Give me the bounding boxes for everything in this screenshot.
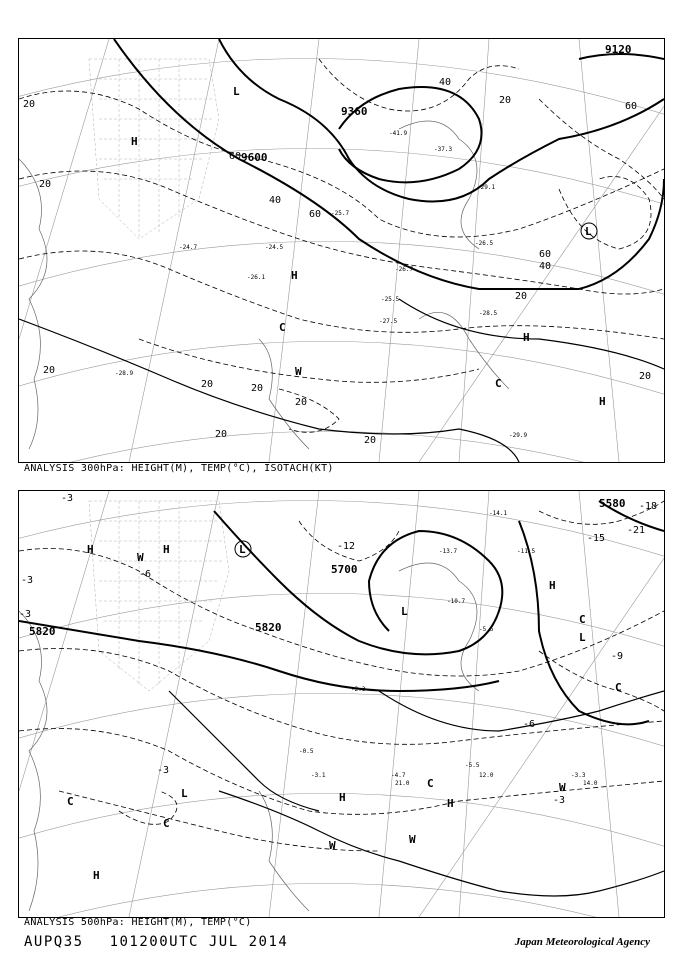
temp-obs: -27.5	[379, 318, 398, 325]
warm-center-mark: W	[409, 833, 416, 846]
low-center-mark: L	[579, 631, 586, 644]
height-label: 9600	[241, 151, 268, 164]
warm-center-mark: W	[559, 781, 566, 794]
height-label: 5700	[331, 563, 358, 576]
map-panel-500hpa	[18, 490, 665, 918]
cold-center-mark: C	[163, 817, 170, 830]
low-center-mark: L	[181, 787, 188, 800]
temp-obs: 21.0	[395, 780, 410, 787]
map-300hpa-canvas	[19, 39, 664, 462]
isotach-label: 20	[39, 179, 52, 190]
isotherm-labels-500	[19, 493, 657, 806]
isotherm-label: -3	[61, 493, 74, 504]
isotherm-bold-500	[169, 691, 664, 896]
low-center-mark: L	[401, 605, 408, 618]
isotherm-label: -3	[157, 765, 170, 776]
height-labels-500	[29, 497, 626, 638]
agency-credit: Japan Meteorological Agency	[514, 936, 650, 948]
temp-obs: -3.1	[311, 772, 326, 779]
height-label: 5820	[29, 625, 56, 638]
low-center-mark: L	[233, 85, 240, 98]
isotach-label: 40	[439, 77, 452, 88]
isotach-label: 40	[269, 195, 282, 206]
temp-obs: -11.5	[517, 548, 536, 555]
high-center-mark: H	[93, 869, 100, 882]
hatch-region-500	[89, 501, 229, 691]
isotherm-label: -21	[627, 525, 646, 536]
isotach-label: 20	[43, 365, 56, 376]
isotach-label: 20	[639, 371, 652, 382]
warm-center-mark: W	[137, 551, 144, 564]
cold-center-mark: C	[67, 795, 74, 808]
hatch-region-300	[89, 59, 219, 239]
temp-obs: -26.7	[395, 266, 414, 273]
temperature-obs-300	[115, 130, 527, 439]
isotach-label: 60	[229, 151, 242, 162]
temp-obs: -13.7	[439, 548, 458, 555]
high-center-mark: H	[291, 269, 298, 282]
isotach-label: 60	[309, 209, 322, 220]
high-center-mark: H	[131, 135, 138, 148]
chart-id-line	[24, 934, 314, 950]
isotherm-label: -3	[553, 795, 566, 806]
temp-obs: -4.7	[391, 772, 406, 779]
low-center-mark: L	[585, 225, 592, 238]
cold-center-mark: C	[495, 377, 502, 390]
high-center-mark: H	[549, 579, 556, 592]
isotach-label: 40	[539, 261, 552, 272]
isotach-label: 20	[23, 99, 36, 110]
temp-obs: -3.3	[571, 772, 586, 779]
high-center-mark: H	[447, 797, 454, 810]
temp-obs: -25.7	[331, 210, 350, 217]
cold-center-mark: C	[615, 681, 622, 694]
temp-obs: -29.9	[509, 432, 528, 439]
isotach-label: 20	[251, 383, 264, 394]
isotherm-label: -3	[21, 575, 34, 586]
isotherm-label: -15	[587, 533, 606, 544]
map-500hpa-canvas	[19, 491, 664, 917]
high-center-mark: H	[339, 791, 346, 804]
caption-300hpa: ANALYSIS 300hPa: HEIGHT(M), TEMP(°C), ISOTACH(KT)	[24, 463, 334, 474]
isotach-label: 60	[625, 101, 638, 112]
isotherm-label: -18	[639, 501, 658, 512]
temp-obs: 14.0	[583, 780, 598, 787]
temp-obs: -26.5	[475, 240, 494, 247]
isotach-label: 20	[295, 397, 308, 408]
warm-center-mark: W	[295, 365, 302, 378]
temp-obs: -24.7	[179, 244, 198, 251]
isotach-label: 20	[215, 429, 228, 440]
isotach-label: 20	[515, 291, 528, 302]
isotach-label: 20	[364, 435, 377, 446]
temp-obs: -5.5	[479, 626, 494, 633]
temp-obs: -28.5	[479, 310, 498, 317]
high-center-mark: H	[163, 543, 170, 556]
graticule-500	[19, 491, 664, 917]
low-center-mark: L	[239, 543, 246, 556]
temp-obs: -14.1	[489, 510, 508, 517]
high-center-mark: H	[599, 395, 606, 408]
warm-center-mark: W	[329, 839, 336, 852]
chart-code: AUPQ35	[24, 934, 84, 950]
temp-obs: -24.5	[265, 244, 284, 251]
high-center-mark: H	[87, 543, 94, 556]
coastlines-300	[19, 121, 509, 449]
height-label: 5820	[255, 621, 282, 634]
temp-obs: -10.7	[447, 598, 466, 605]
isotach-label: 20	[499, 95, 512, 106]
isotach-label: 60	[539, 249, 552, 260]
graticule-300	[19, 39, 664, 462]
jet-axis-300	[19, 299, 664, 462]
temp-obs: -25.5	[381, 296, 400, 303]
isotherm-label: -6	[139, 569, 152, 580]
temp-obs: -26.1	[247, 274, 266, 281]
height-contours-300	[114, 39, 664, 289]
height-label: 9120	[605, 43, 632, 56]
temp-obs: -0.5	[299, 748, 314, 755]
cold-center-mark: C	[579, 613, 586, 626]
temp-obs: -29.1	[477, 184, 496, 191]
temp-obs: -37.3	[434, 146, 453, 153]
cold-center-mark: C	[279, 321, 286, 334]
caption-500hpa: ANALYSIS 500hPa: HEIGHT(M), TEMP(°C)	[24, 917, 252, 928]
isotherm-label: -6	[523, 719, 536, 730]
isotherm-label: -3	[19, 609, 32, 620]
cold-center-mark: C	[427, 777, 434, 790]
temp-obs: -2.3	[351, 686, 366, 693]
temp-obs: -5.5	[465, 762, 480, 769]
height-contours-500	[19, 501, 664, 724]
pressure-centers-500	[67, 543, 622, 882]
isotach-label: 20	[201, 379, 214, 390]
coastlines-500	[19, 563, 479, 911]
height-label: 5580	[599, 497, 626, 510]
chart-datetime: 101200UTC JUL 2014	[109, 934, 289, 950]
map-panel-300hpa	[18, 38, 665, 463]
temp-obs: -28.9	[115, 370, 134, 377]
high-center-mark: H	[523, 331, 530, 344]
height-label: 9360	[341, 105, 368, 118]
isotherm-label: -9	[611, 651, 624, 662]
temp-obs: -41.9	[389, 130, 408, 137]
temp-obs: 12.0	[479, 772, 494, 779]
isotherm-label: -12	[337, 541, 356, 552]
